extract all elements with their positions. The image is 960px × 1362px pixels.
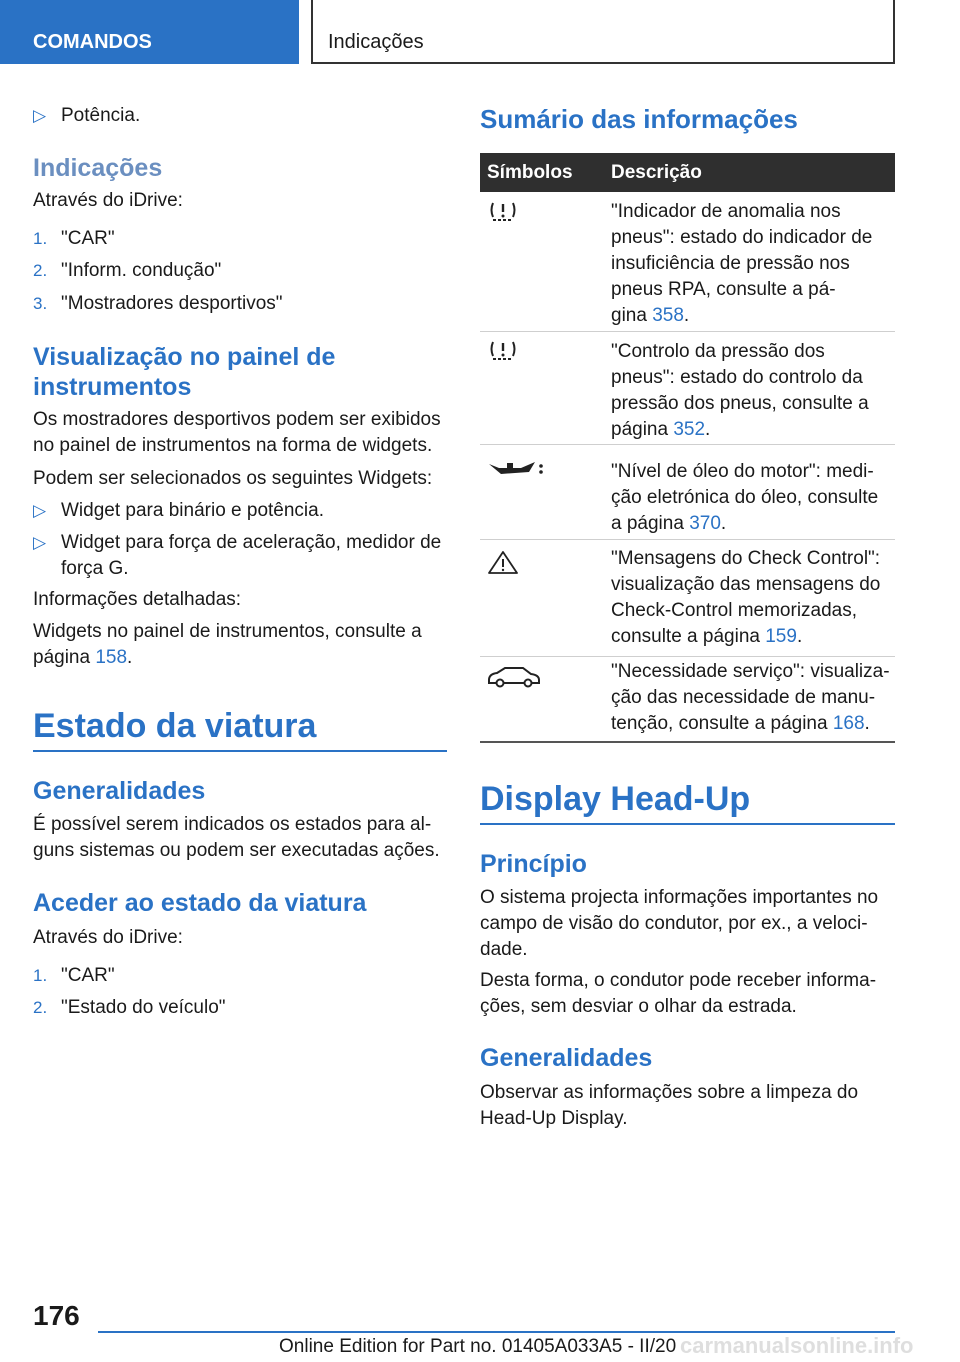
column-header-symbols: Símbolos	[487, 162, 573, 183]
chapter-title-hud: Display Head-Up	[480, 779, 895, 825]
paragraph: O sistema projecta informações importantes no campo de visão do condutor, por ex., a veloci- dade.	[480, 887, 879, 960]
row-description: "Indicador de anomalia nos pneus": estado do indicador de insuficiência de pressão nos pneus RPA, consulte a pá- gina 358.	[611, 201, 873, 326]
table-row	[480, 192, 895, 332]
step-item: 1. "CAR"	[33, 228, 115, 249]
chapter-title-estado: Estado da viatura	[33, 706, 447, 752]
chapter-tab	[0, 0, 299, 64]
warning-triangle-icon	[485, 549, 545, 575]
table-row	[480, 656, 895, 743]
oil-can-icon	[485, 456, 545, 482]
page-reference-link[interactable]: 159	[765, 626, 797, 647]
step-item: 1. "CAR"	[33, 965, 115, 986]
watermark: carmanualsonline.info	[680, 1333, 914, 1358]
column-header-description: Descrição	[611, 162, 702, 183]
section-title-sumario: Sumário das informações	[480, 104, 798, 134]
row-description: "Nível de óleo do motor": medi- ção eletrónica do óleo, consulte a página 370.	[611, 461, 879, 534]
paragraph: Os mostradores desportivos podem ser exibidos no painel de instrumentos na forma de widgets.	[33, 409, 441, 456]
table-row	[480, 331, 895, 445]
paragraph: Informações detalhadas:	[33, 589, 242, 610]
paragraph: Através do iDrive:	[33, 190, 183, 211]
bullet-triangle-icon: ▷	[33, 106, 47, 125]
row-description: "Controlo da pressão dos pneus": estado do controlo da pressão dos pneus, consulte a página 352.	[611, 341, 869, 440]
table-row	[480, 444, 895, 540]
row-description: "Necessidade serviço": visualiza- ção das necessidade de manu- tenção, consulte a página 168.	[611, 661, 890, 734]
car-service-icon	[485, 664, 545, 690]
section-title-aceder: Aceder ao estado da viatura	[33, 889, 367, 917]
row-description: "Mensagens do Check Control": visualização das mensagens do Check-Control memorizadas, consulte a página 159.	[611, 548, 881, 647]
page-reference-link[interactable]: 358	[652, 305, 684, 326]
section-title-indicacoes: Indicações	[33, 154, 163, 182]
tire-pressure-control-icon	[485, 337, 545, 363]
paragraph: Podem ser selecionados os seguintes Widgets:	[33, 468, 433, 489]
table-header	[480, 153, 895, 192]
page-reference-link[interactable]: 168	[832, 713, 865, 734]
paragraph: É possível serem indicados os estados para al- guns sistemas ou podem ser executadas ações.	[33, 814, 440, 861]
page-reference-link[interactable]: 370	[689, 513, 721, 534]
page-reference-link[interactable]: 158	[95, 647, 128, 668]
chapter-label: COMANDOS	[33, 31, 152, 53]
paragraph: Widgets no painel de instrumentos, consulte a página 158.	[33, 621, 422, 668]
bullet-item: ▷ Widget para força de aceleração, medidor de força G.	[33, 532, 442, 579]
step-item: 3. "Mostradores desportivos"	[33, 293, 283, 314]
bullet-item: ▷ Potência.	[33, 103, 447, 129]
footer-edition: Online Edition for Part no. 01405A033A5 - II/20	[279, 1336, 677, 1357]
bullet-triangle-icon: ▷	[33, 533, 47, 552]
paragraph: Desta forma, o condutor pode receber informa- ções, sem desviar o olhar da estrada.	[480, 970, 877, 1017]
section-title-visualizacao: Visualização no painel de instrumentos	[33, 343, 336, 401]
tire-pressure-warning-icon	[485, 198, 545, 224]
table-row	[480, 539, 895, 657]
step-item: 2. "Inform. condução"	[33, 260, 222, 281]
section-title-principio: Princípio	[480, 850, 587, 878]
page-number: 176	[33, 1300, 80, 1331]
bullet-triangle-icon: ▷	[33, 501, 47, 520]
step-item: 2. "Estado do veículo"	[33, 997, 226, 1018]
section-title-generalidades: Generalidades	[33, 777, 206, 805]
bullet-item: ▷ Widget para binário e potência.	[33, 498, 447, 524]
paragraph: Observar as informações sobre a limpeza do Head-Up Display.	[480, 1082, 859, 1129]
paragraph: Através do iDrive:	[33, 927, 183, 948]
section-title-generalidades-hud: Generalidades	[480, 1044, 653, 1072]
section-label: Indicações	[328, 31, 424, 53]
page-reference-link[interactable]: 352	[673, 419, 706, 440]
section-header	[311, 0, 895, 64]
